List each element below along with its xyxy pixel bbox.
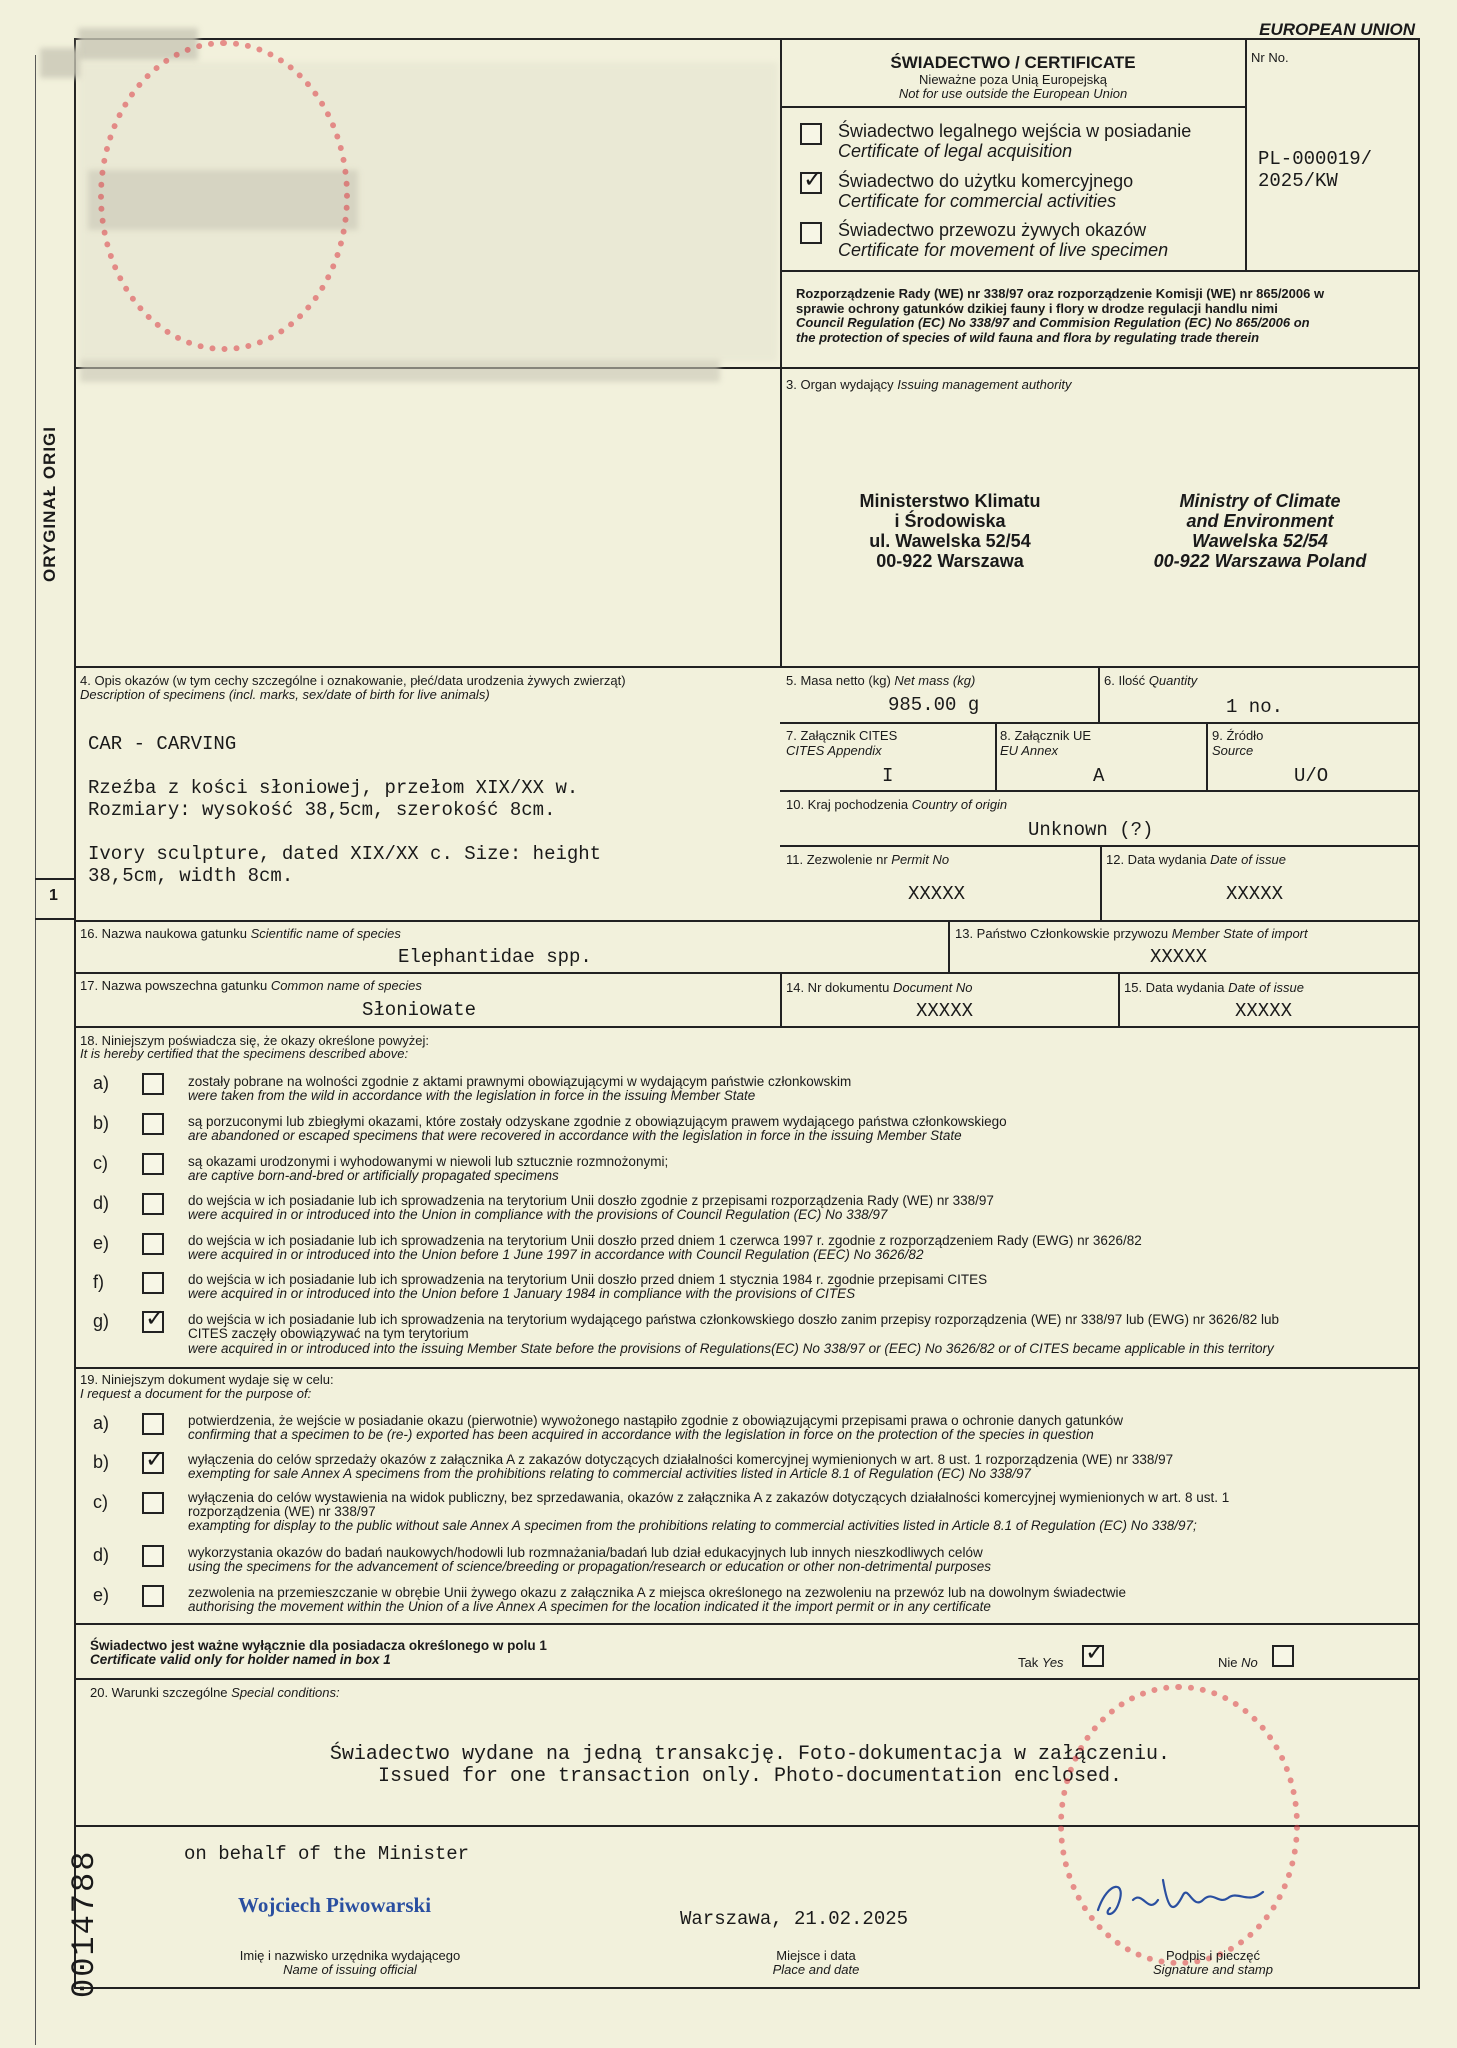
yes-pl: Tak [1018, 1655, 1039, 1670]
box15-value: XXXXX [1235, 1000, 1293, 1022]
box18-title-pl: 18. Niniejszym poświadcza się, że okazy określone powyżej: [80, 1033, 429, 1048]
nr-value-1: PL-000019/ [1258, 148, 1373, 170]
box18-title-en: It is hereby certified that the specimens described above: [80, 1046, 409, 1061]
label-en: Date of issue [1210, 852, 1286, 867]
row-letter: a) [93, 1073, 110, 1093]
cert-type-pl: Świadectwo do użytku komercyjnego [838, 171, 1134, 191]
regulation-line: Council Regulation (EC) No 338/97 and Commision Regulation (EC) No 865/2006 on [796, 315, 1310, 330]
checkbox[interactable] [800, 222, 822, 244]
name-label-en: Name of issuing official [283, 1962, 417, 1977]
checkbox[interactable] [800, 123, 822, 145]
check-mark-icon: ✓ [145, 1445, 166, 1473]
authority-line: 00-922 Warszawa Poland [1153, 551, 1367, 571]
box17-value: Słoniowate [362, 999, 477, 1021]
label-en: Date of issue [1228, 980, 1304, 995]
box11-value: XXXXX [908, 883, 966, 905]
box10-label [786, 797, 1007, 812]
union-title: EUROPEAN UNION [1259, 20, 1415, 39]
check-mark-icon: ✓ [803, 165, 824, 193]
box15-label [1124, 980, 1304, 995]
divider [74, 972, 1420, 974]
cert-sub-en: Not for use outside the European Union [898, 86, 1128, 101]
label-pl: 5. Masa netto (kg) [786, 673, 891, 688]
divider [780, 722, 1420, 724]
cert-type-pl: Świadectwo przewozu żywych okazów [838, 220, 1147, 240]
authority-pl [800, 491, 1100, 571]
row-text-en: are captive born-and-bred or artificially propagated specimens [188, 1168, 559, 1183]
label-en: Issuing management authority [897, 377, 1072, 392]
top-border [74, 38, 1420, 40]
divider [1206, 722, 1208, 790]
row-text-en: exempting for sale Annex A specimens from the prohibitions relating to commercial activities listed in Article 8.1 of Regulation (EC) No 338/97 [188, 1466, 1031, 1481]
label-en: Scientific name of species [250, 926, 401, 941]
authority-line: Ministerstwo Klimatu [859, 491, 1041, 511]
row-text-pl: do wejścia w ich posiadanie lub ich sprowadzenia na terytorium Unii doszło przed dniem 1 stycznia 1984 r. zgodnie przepisami CITES [188, 1272, 988, 1287]
checkbox[interactable] [142, 1492, 164, 1514]
box20-label [90, 1685, 340, 1700]
label-en: Country of origin [911, 797, 1008, 812]
row-text-pl: wykorzystania okazów do badań naukowych/hodowli lub rozmnażania/badań lub dział edukacyjnych lub innych nieszkodliwych celów [188, 1545, 983, 1560]
box13-label [955, 926, 1308, 941]
check-mark-icon: ✓ [145, 1304, 166, 1332]
label-en: Special conditions: [231, 1685, 340, 1700]
description-line: Ivory sculpture, dated XIX/XX c. Size: height [88, 843, 602, 865]
label-pl: 11. Zezwolenie nr [786, 852, 888, 867]
checkbox[interactable] [142, 1304, 166, 1333]
row-text-en: were acquired in or introduced into the Union before 1 January 1984 in compliance with the provisions of CITES [188, 1286, 856, 1301]
row-text-pl: do wejścia w ich posiadanie lub ich sprowadzenia na terytorium wydającego państwa członkowskiego doszło zanim przepisy rozporządzenia (WE) nr 338/97 lub (EWG) nr 3626/82 lub [188, 1312, 1280, 1327]
no-label [1218, 1655, 1258, 1670]
label-pl: 13. Państwo Członkowskie przywozu [955, 926, 1169, 941]
box9-label-pl: 9. Źródło [1212, 728, 1264, 743]
box4-label-pl: 4. Opis okazów (w tym cechy szczególne i oznakowanie, płeć/data urodzenia żywych zwierząt) [80, 673, 626, 688]
box10-value: Unknown (?) [1028, 819, 1154, 841]
regulation-line: Rozporządzenie Rady (WE) nr 338/97 oraz rozporządzenie Komisji (WE) nr 865/2006 w [796, 286, 1325, 301]
row-letter: b) [93, 1113, 110, 1133]
nr-value-2: 2025/KW [1258, 170, 1338, 192]
box19-title-pl: 19. Niniejszym dokument wydaje się w celu: [80, 1372, 334, 1387]
box11-label [786, 852, 949, 867]
box7-value: I [882, 765, 894, 787]
row-text-pl: do wejścia w ich posiadanie lub ich sprowadzenia na terytorium Unii doszło przed dniem 1 czerwca 1997 r. zgodnie z rozporządzeniem Rady (EWG) nr 3626/82 [188, 1233, 1142, 1248]
box14-value: XXXXX [916, 1000, 974, 1022]
row-text-pl: do wejścia w ich posiadanie lub ich sprowadzenia na terytorium Unii doszło zgodnie z przepisami rozporządzenia Rady (WE) nr 338/97 [188, 1193, 994, 1208]
divider [74, 920, 1420, 922]
label-pl: 16. Nazwa naukowa gatunku [80, 926, 247, 941]
cert-type-en: Certificate for movement of live specimen [838, 240, 1169, 260]
checkbox[interactable] [1082, 1638, 1106, 1667]
row-letter: d) [93, 1193, 110, 1213]
box9-label-en: Source [1212, 743, 1254, 758]
row-text-en: confirming that a specimen to be (re-) exported has been acquired in accordance with the legislation in force on the protection of the species in question [188, 1427, 1094, 1442]
box1-number: 1 [49, 887, 58, 904]
label-pl: 20. Warunki szczególne [90, 1685, 228, 1700]
serial-number: 0014788 [66, 1849, 103, 1998]
cert-type-en: Certificate for commercial activities [838, 191, 1117, 211]
row-text-en: exampting for display to the public without sale Annex A specimen from the prohibitions relating to commercial activities listed in Article 8.1 of Regulation (EC) No 338/97; [188, 1518, 1197, 1533]
box3-label [786, 377, 1071, 392]
divider [948, 920, 950, 972]
label-en: Quantity [1148, 673, 1198, 688]
regulation-line: sprawie ochrony gatunków dzikiej fauny i flory w drodze regulacji handlu nimi [796, 300, 1278, 316]
box12-label [1106, 852, 1286, 867]
sig-label-en: Signature and stamp [1153, 1962, 1273, 1977]
left-border [74, 38, 76, 1988]
label-pl: 3. Organ wydający [786, 377, 894, 392]
checkbox[interactable] [142, 1413, 164, 1435]
row-text-en: using the specimens for the advancement of science/breeding or propagation/research or education or other non-detrimental purposes [188, 1559, 991, 1574]
checkbox[interactable] [142, 1233, 164, 1255]
authority-line: ul. Wawelska 52/54 [869, 531, 1031, 551]
redacted-block [40, 48, 80, 78]
label-en: Document No [892, 980, 973, 995]
place-label-pl: Miejsce i data [776, 1948, 856, 1963]
cert-sub-pl: Nieważne poza Unią Europejską [919, 72, 1107, 87]
label-pl: 10. Kraj pochodzenia [786, 797, 909, 812]
row-letter: g) [93, 1311, 110, 1331]
row-text-en: are abandoned or escaped specimens that were recovered in accordance with the legislation in force in the issuing Member State [188, 1128, 962, 1143]
handwritten-signature [1088, 1870, 1288, 1930]
divider [780, 38, 782, 666]
regulation-line: the protection of species of wild fauna and flora by regulating trade therein [796, 329, 1260, 345]
row-text-pl: są porzuconymi lub zbiegłymi okazami, które zostały odzyskane zgodnie z obowiązującym prawem wydającego państwa członkowskiego [188, 1114, 1007, 1129]
divider [74, 1367, 1420, 1369]
label-pl: 17. Nazwa powszechna gatunku [80, 978, 268, 993]
left-margin-line [35, 55, 36, 2045]
description-line: Rozmiary: wysokość 38,5cm, szerokość 8cm. [88, 799, 556, 821]
checkbox[interactable] [800, 165, 824, 194]
divider [1118, 972, 1120, 1026]
box12-value: XXXXX [1226, 883, 1284, 905]
no-pl: Nie [1218, 1655, 1238, 1670]
cert-type-pl: Świadectwo legalnego wejścia w posiadanie [838, 121, 1192, 141]
row-text-pl: są okazami urodzonymi i wyhodowanymi w niewoli lub sztucznie rozmnożonymi; [188, 1154, 669, 1169]
box4-description [88, 733, 601, 887]
box6-label [1104, 673, 1197, 688]
checkbox[interactable] [142, 1272, 164, 1294]
validity-en: Certificate valid only for holder named in box 1 [90, 1652, 391, 1667]
divider [780, 972, 782, 1026]
row-text-en: were taken from the wild in accordance with the legislation in force in the issuing Member State [188, 1088, 756, 1103]
description-line: 38,5cm, width 8cm. [88, 865, 294, 887]
box8-label-pl: 8. Załącznik UE [1000, 728, 1092, 743]
divider [35, 878, 76, 880]
label-pl: 15. Data wydania [1124, 980, 1225, 995]
label-en: Member State of import [1171, 926, 1308, 941]
authority-line: i Środowiska [894, 511, 1006, 531]
box6-value: 1 no. [1226, 696, 1284, 718]
row-text-en: were acquired in or introduced into the issuing Member State before the provisions of Regulations(EC) No 338/97 or (EEC) No 3626/82 or of CITES became applicable in this territory [188, 1341, 1274, 1356]
authority-line: Wawelska 52/54 [1192, 531, 1328, 551]
divider [1100, 845, 1102, 920]
row-letter: c) [93, 1492, 108, 1512]
label-en: Net mass (kg) [894, 673, 976, 688]
box9-value: U/O [1294, 765, 1329, 787]
row-letter: f) [93, 1272, 104, 1292]
description-line: Rzeźba z kości słoniowej, przełom XIX/XX w. [88, 777, 579, 799]
box7-label-en: CITES Appendix [786, 743, 882, 758]
nr-label: Nr No. [1251, 50, 1289, 65]
yes-en: Yes [1041, 1655, 1064, 1670]
row-letter: e) [93, 1233, 110, 1253]
authority-en [1110, 491, 1410, 571]
original-vertical-label: ORYGINAŁ ORIGI [40, 426, 59, 582]
box4-label-en: Description of specimens (incl. marks, sex/date of birth for live animals) [80, 687, 490, 702]
divider [74, 666, 1420, 668]
row-letter: d) [93, 1545, 110, 1565]
box16-value: Elephantidae spp. [398, 946, 592, 968]
checkbox[interactable] [142, 1073, 164, 1095]
authority-line: and Environment [1186, 511, 1334, 531]
box5-value: 985.00 g [888, 694, 980, 716]
label-en: Common name of species [270, 978, 422, 993]
row-text-en: authorising the movement within the Union of a live Annex A specimen for the location indicated it the import permit or in any certificate [188, 1599, 991, 1614]
box16-label [80, 926, 401, 941]
place-date-value: Warszawa, 21.02.2025 [680, 1908, 909, 1930]
cert-type-en: Certificate of legal acquisition [838, 141, 1073, 161]
checkbox[interactable] [142, 1445, 166, 1474]
checkbox[interactable] [142, 1113, 164, 1135]
row-letter: b) [93, 1452, 110, 1472]
label-pl: 14. Nr dokumentu [786, 980, 890, 995]
checkbox[interactable] [1272, 1645, 1294, 1667]
special-condition-2: Issued for one transaction only. Photo-documentation enclosed. [377, 1765, 1123, 1788]
row-letter: a) [93, 1413, 110, 1433]
validity-pl: Świadectwo jest ważne wyłącznie dla posiadacza określonego w polu 1 [90, 1638, 547, 1653]
row-text-pl: potwierdzenia, że wejście w posiadanie okazu (pierwotnie) wywożonego nastąpiło zgodnie z obowiązującymi przepisami prawa o ochronie danych gatunków [188, 1413, 1124, 1428]
divider [74, 1623, 1420, 1625]
box8-label-en: EU Annex [1000, 743, 1059, 758]
label-pl: 12. Data wydania [1106, 852, 1207, 867]
no-en: No [1241, 1655, 1258, 1670]
row-text-pl: wyłączenia do celów sprzedaży okazów z załącznika A z zakazów dotyczących działalności komercyjnej wymienionych w art. 8 ust. 1 rozporządzenia (WE) nr 338/97 [188, 1452, 1174, 1467]
authority-line: 00-922 Warszawa [876, 551, 1024, 571]
divider [995, 722, 997, 790]
checkbox[interactable] [142, 1153, 164, 1175]
check-mark-icon: ✓ [1085, 1638, 1106, 1666]
divider [74, 1678, 1420, 1680]
divider [780, 790, 1420, 792]
box17-label [80, 978, 422, 993]
description-line: CAR - CARVING [88, 733, 237, 755]
special-condition-1: Świadectwo wydane na jedną transakcję. Foto-dokumentacja w załączeniu. [329, 1743, 1171, 1766]
box14-label [786, 980, 972, 995]
row-text-pl: zezwolenia na przemieszczanie w obrębie Unii żywego okazu z załącznika A z miejsca określonego na zezwoleniu na przewóz lub na dowolnym świadectwie [188, 1585, 1126, 1600]
authority-line: Ministry of Climate [1179, 491, 1341, 511]
row-text-pl-2: CITES zaczęły obowiązywać na tym terytorium [188, 1326, 469, 1341]
divider [35, 918, 76, 920]
redacted-block [80, 360, 720, 382]
row-letter: e) [93, 1585, 110, 1605]
on-behalf-text: on behalf of the Minister [184, 1843, 470, 1865]
yes-label [1018, 1655, 1064, 1670]
checkbox[interactable] [142, 1585, 164, 1607]
row-letter: c) [93, 1153, 108, 1173]
divider [780, 270, 1420, 272]
row-text-pl: wyłączenia do celów wystawienia na widok publiczny, bez sprzedawania, okazów z załącznika A z zakazów dotyczących działalności komercyjnej wymienionych w art. 8 ust. 1 [188, 1490, 1230, 1505]
divider [780, 106, 1246, 108]
bottom-border [74, 1987, 1420, 1989]
regulation-text [796, 287, 1324, 345]
cert-title: ŚWIADECTWO / CERTIFICATE [890, 53, 1136, 72]
red-stamp-top [98, 40, 350, 352]
box5-label [786, 673, 975, 688]
row-text-en: were acquired in or introduced into the Union in compliance with the provisions of Council Regulation (EC) No 338/97 [188, 1207, 888, 1222]
row-text-en: were acquired in or introduced into the Union before 1 June 1997 in accordance with Council Regulation (EEC) No 3626/82 [188, 1247, 924, 1262]
label-pl: 6. Ilość [1104, 673, 1146, 688]
divider [74, 1026, 1420, 1028]
official-name-stamp: Wojciech Piwowarski [238, 1893, 432, 1917]
box19-title-en: I request a document for the purpose of: [80, 1386, 312, 1401]
divider [1098, 666, 1100, 722]
checkbox[interactable] [142, 1193, 164, 1215]
checkbox[interactable] [142, 1545, 164, 1567]
place-label-en: Place and date [772, 1962, 860, 1977]
box13-value: XXXXX [1150, 946, 1208, 968]
row-text-pl: zostały pobrane na wolności zgodnie z aktami prawnymi obowiązującymi w wydającym państwie członkowskim [188, 1074, 852, 1089]
box7-label-pl: 7. Załącznik CITES [786, 728, 898, 743]
name-label-pl: Imię i nazwisko urzędnika wydającego [239, 1948, 461, 1963]
row-text-pl-2: rozporządzenia (WE) nr 338/97 [188, 1504, 376, 1519]
sig-label-pl: Podpis i pieczęć [1166, 1948, 1260, 1963]
label-en: Permit No [891, 852, 950, 867]
box8-value: A [1093, 765, 1105, 787]
right-border [1418, 38, 1420, 1988]
